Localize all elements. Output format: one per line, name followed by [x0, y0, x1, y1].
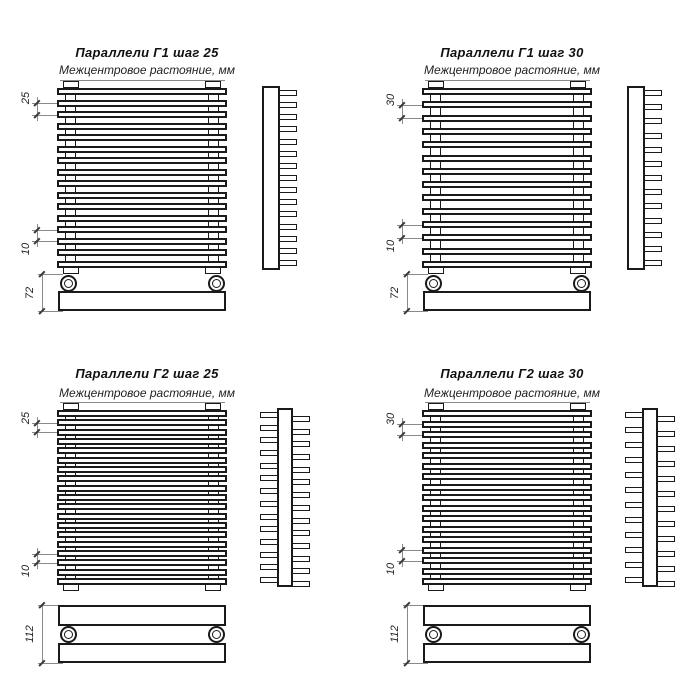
dim-section-height-label: 112	[389, 625, 401, 643]
dim-section-height-label: 72	[24, 286, 36, 299]
dim-bottom-gap-label: 10	[20, 564, 32, 577]
dim-top-gap-label: 30	[385, 93, 397, 106]
unit-title: Параллели Г1 шаг 30	[440, 45, 584, 60]
dim-top-gap-label: 25	[20, 91, 32, 105]
unit-subtitle: Межцентровое растояние, мм	[59, 386, 235, 400]
dim-bottom-gap-label: 10	[20, 243, 32, 256]
section-box	[423, 643, 591, 663]
dim-bottom-gap-label: 10	[385, 562, 397, 575]
unit-subtitle: Межцентровое растояние, мм	[424, 386, 600, 400]
dim-top-gap-label: 30	[385, 412, 397, 426]
unit-subtitle: Межцентровое растояние, мм	[424, 63, 600, 77]
unit-title: Параллели Г1 шаг 25	[75, 45, 219, 60]
dim-section-height-label: 112	[24, 625, 36, 643]
dim-bottom-gap-label: 10	[385, 239, 397, 252]
unit-title: Параллели Г2 шаг 30	[440, 366, 584, 381]
section-tube-bore	[429, 630, 438, 639]
dim-top-gap-label: 25	[20, 411, 32, 424]
section-box	[423, 605, 591, 626]
unit-title: Параллели Г2 шаг 25	[75, 366, 219, 381]
dim-section-height-label: 72	[389, 286, 401, 299]
section-tube-bore	[577, 630, 586, 639]
unit-subtitle: Межцентровое растояние, мм	[59, 63, 235, 77]
